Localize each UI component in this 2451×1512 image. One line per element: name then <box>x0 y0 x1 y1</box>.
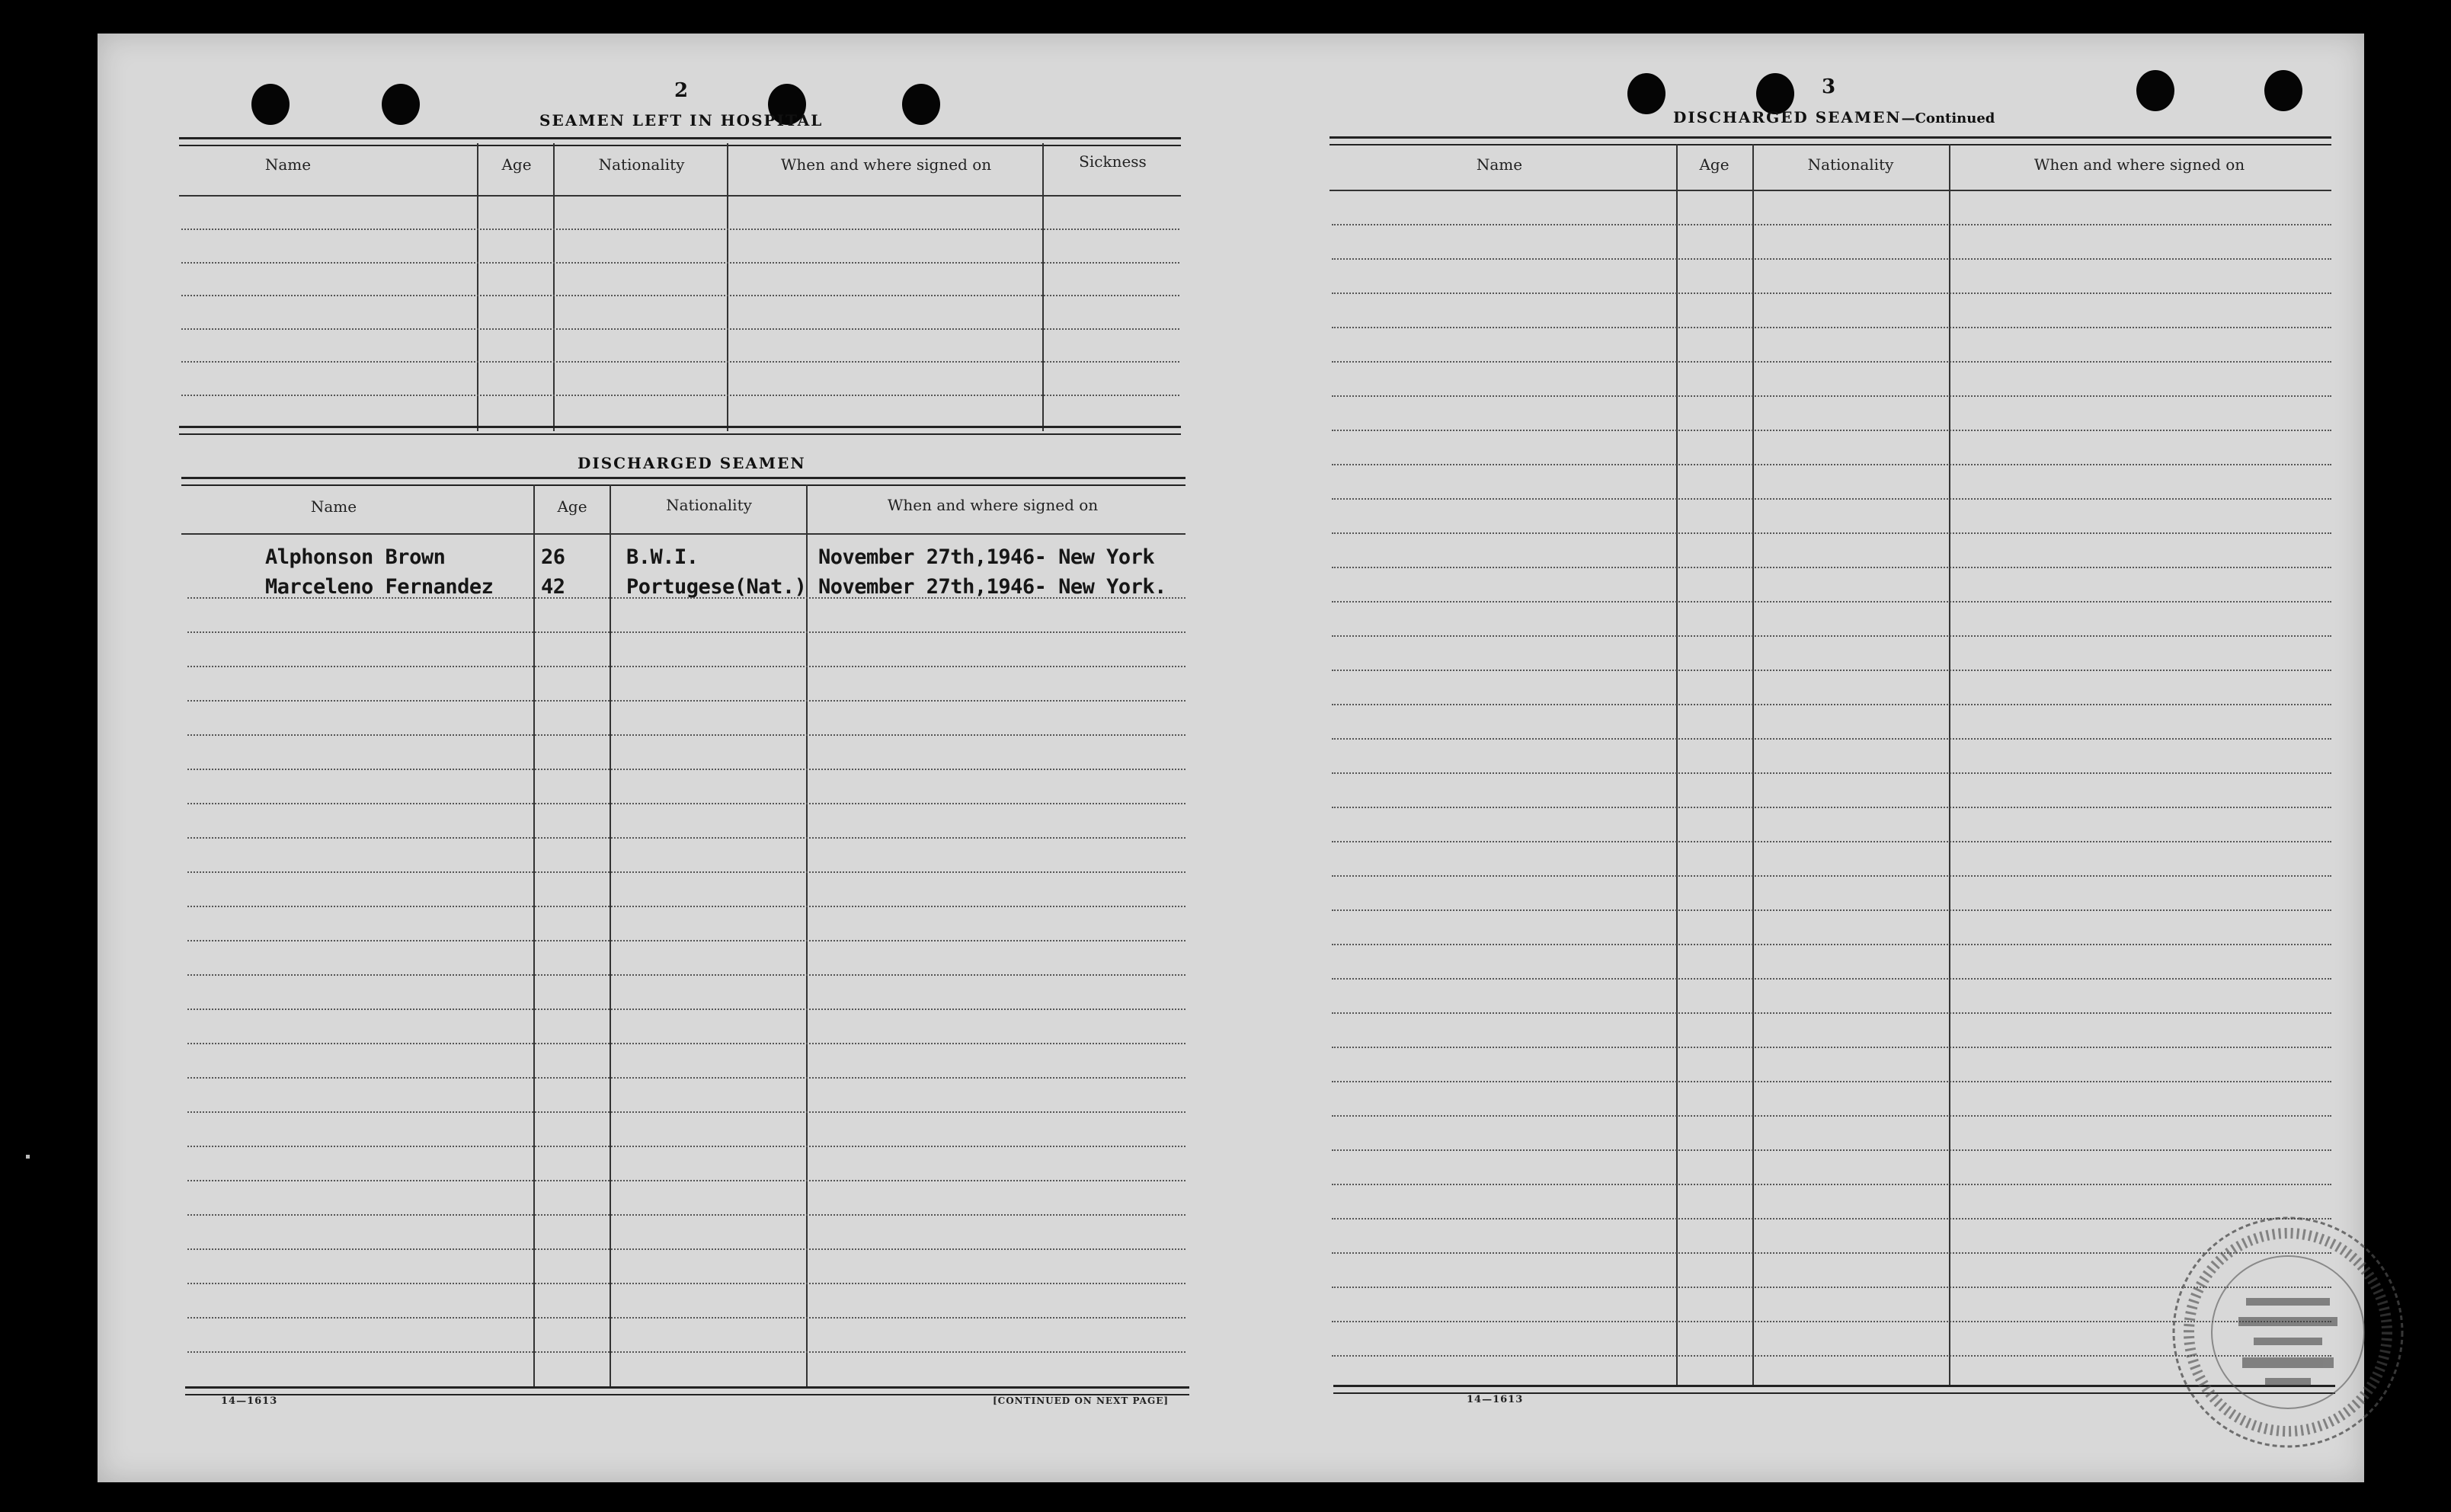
ruled-line <box>1332 704 2331 705</box>
ruled-line <box>187 734 1186 736</box>
column-divider <box>1752 144 1754 1387</box>
ruled-line <box>1332 224 2331 225</box>
ruled-line <box>187 974 1186 976</box>
ruled-line <box>187 1248 1186 1250</box>
ruled-line <box>1332 909 2331 911</box>
ruled-line <box>1332 978 2331 980</box>
ruled-line <box>187 1111 1186 1113</box>
ruled-line <box>1332 1012 2331 1014</box>
table-bottom-rule <box>179 426 1181 435</box>
ruled-line <box>1332 772 2331 774</box>
ruled-line <box>1332 807 2331 808</box>
page-number: 2 <box>674 79 689 102</box>
ruled-line <box>187 1214 1186 1216</box>
column-divider <box>610 484 611 1388</box>
col-head-signed-on: When and where signed on <box>780 155 992 174</box>
ruled-line <box>1332 258 2331 260</box>
ruled-line <box>187 1043 1186 1044</box>
document-sheet <box>98 34 2364 1482</box>
ruled-line <box>1332 327 2331 328</box>
ruled-line <box>187 906 1186 907</box>
seaman-name: Alphonson Brown <box>265 545 446 569</box>
ruled-line <box>181 262 1179 264</box>
punch-hole <box>251 84 290 125</box>
ruled-line <box>187 700 1186 702</box>
ruled-line <box>1332 292 2331 294</box>
punch-hole <box>2264 70 2302 111</box>
ruled-line <box>187 1317 1186 1319</box>
discharged-continued-title <box>1673 108 1995 126</box>
ruled-line <box>181 229 1179 230</box>
ruled-line <box>1332 841 2331 842</box>
section-title-text: DISCHARGED SEAMEN <box>1673 108 1902 126</box>
col-head-age: Age <box>501 155 532 174</box>
ruled-line <box>181 361 1179 363</box>
seaman-signed-on: November 27th,1946- New York <box>818 545 1155 569</box>
punch-hole <box>902 84 940 125</box>
ruled-line <box>1332 1184 2331 1185</box>
ruled-line <box>1332 395 2331 397</box>
ruled-line <box>1332 567 2331 568</box>
seaman-nationality: B.W.I. <box>626 545 699 569</box>
ruled-line <box>1332 361 2331 363</box>
ruled-line <box>1332 601 2331 603</box>
column-divider <box>806 484 808 1388</box>
ruled-line <box>181 295 1179 296</box>
gutter-mark <box>26 1155 30 1159</box>
ruled-line <box>1332 464 2331 465</box>
ruled-line <box>1332 1115 2331 1117</box>
circular-stamp-icon <box>2162 1207 2414 1458</box>
ruled-line <box>187 769 1186 770</box>
ruled-line <box>181 328 1179 330</box>
col-head-name: Name <box>310 497 357 516</box>
table-top-rule <box>179 137 1181 146</box>
hospital-section-title: SEAMEN LEFT IN HOSPITAL <box>539 111 824 129</box>
form-number: 14—1613 <box>1467 1394 1524 1405</box>
ruled-line <box>187 1009 1186 1010</box>
column-divider <box>1949 144 1950 1387</box>
ruled-line <box>1332 1047 2331 1048</box>
column-divider <box>477 143 478 431</box>
col-head-nationality: Nationality <box>598 155 685 174</box>
continued-note: [CONTINUED ON NEXT PAGE] <box>993 1395 1170 1406</box>
ruled-line <box>187 1180 1186 1181</box>
punch-hole <box>2136 70 2174 111</box>
discharged-section-title: DISCHARGED SEAMEN <box>578 454 806 472</box>
col-head-nationality: Nationality <box>1807 155 1894 174</box>
column-divider <box>553 143 555 431</box>
ruled-line <box>187 631 1186 633</box>
ruled-line <box>187 940 1186 941</box>
ruled-line <box>187 1146 1186 1147</box>
ruled-line <box>187 803 1186 804</box>
seaman-name: Marceleno Fernandez <box>265 575 494 599</box>
col-head-nationality: Nationality <box>666 496 752 514</box>
table-bottom-rule <box>185 1386 1189 1395</box>
col-head-name: Name <box>264 155 312 174</box>
ruled-line <box>187 871 1186 873</box>
seaman-signed-on: November 27th,1946- New York. <box>818 575 1166 599</box>
column-divider <box>727 143 728 431</box>
ruled-line <box>1332 670 2331 671</box>
ruled-line <box>181 395 1179 396</box>
column-divider <box>533 484 535 1388</box>
page-number: 3 <box>1822 75 1836 98</box>
column-divider <box>1676 144 1678 1387</box>
form-number: 14—1613 <box>221 1395 278 1407</box>
col-head-signed-on: When and where signed on <box>887 496 1099 514</box>
ruled-line <box>1332 944 2331 945</box>
table-top-rule <box>181 477 1186 486</box>
section-title-suffix: —Continued <box>1901 110 1995 126</box>
punch-hole <box>1627 73 1665 114</box>
ruled-line <box>187 837 1186 839</box>
col-head-age: Age <box>557 497 587 516</box>
col-head-name: Name <box>1476 155 1523 174</box>
header-underline <box>181 533 1186 535</box>
col-head-age: Age <box>1699 155 1729 174</box>
seaman-age: 42 <box>541 575 565 599</box>
ruled-line <box>1332 430 2331 431</box>
seaman-age: 26 <box>541 545 565 569</box>
ruled-line <box>1332 875 2331 877</box>
seaman-nationality: Portugese(Nat.) <box>626 575 807 599</box>
ruled-line <box>1332 635 2331 637</box>
header-underline <box>179 195 1181 197</box>
ruled-line <box>1332 498 2331 500</box>
table-top-rule <box>1329 136 2331 145</box>
punch-hole <box>382 84 420 125</box>
ruled-line <box>187 666 1186 667</box>
ruled-line <box>1332 1081 2331 1082</box>
column-divider <box>1042 143 1044 431</box>
ruled-line <box>187 1077 1186 1079</box>
left-page <box>98 34 1202 1482</box>
ruled-line <box>187 597 1186 599</box>
col-head-signed-on: When and where signed on <box>2033 155 2245 174</box>
ruled-line <box>1332 738 2331 740</box>
ruled-line <box>187 1283 1186 1284</box>
header-underline <box>1329 190 2331 191</box>
ruled-line <box>1332 532 2331 534</box>
ruled-line <box>1332 1149 2331 1151</box>
col-head-sickness: Sickness <box>1079 152 1147 171</box>
ruled-line <box>187 1351 1186 1353</box>
